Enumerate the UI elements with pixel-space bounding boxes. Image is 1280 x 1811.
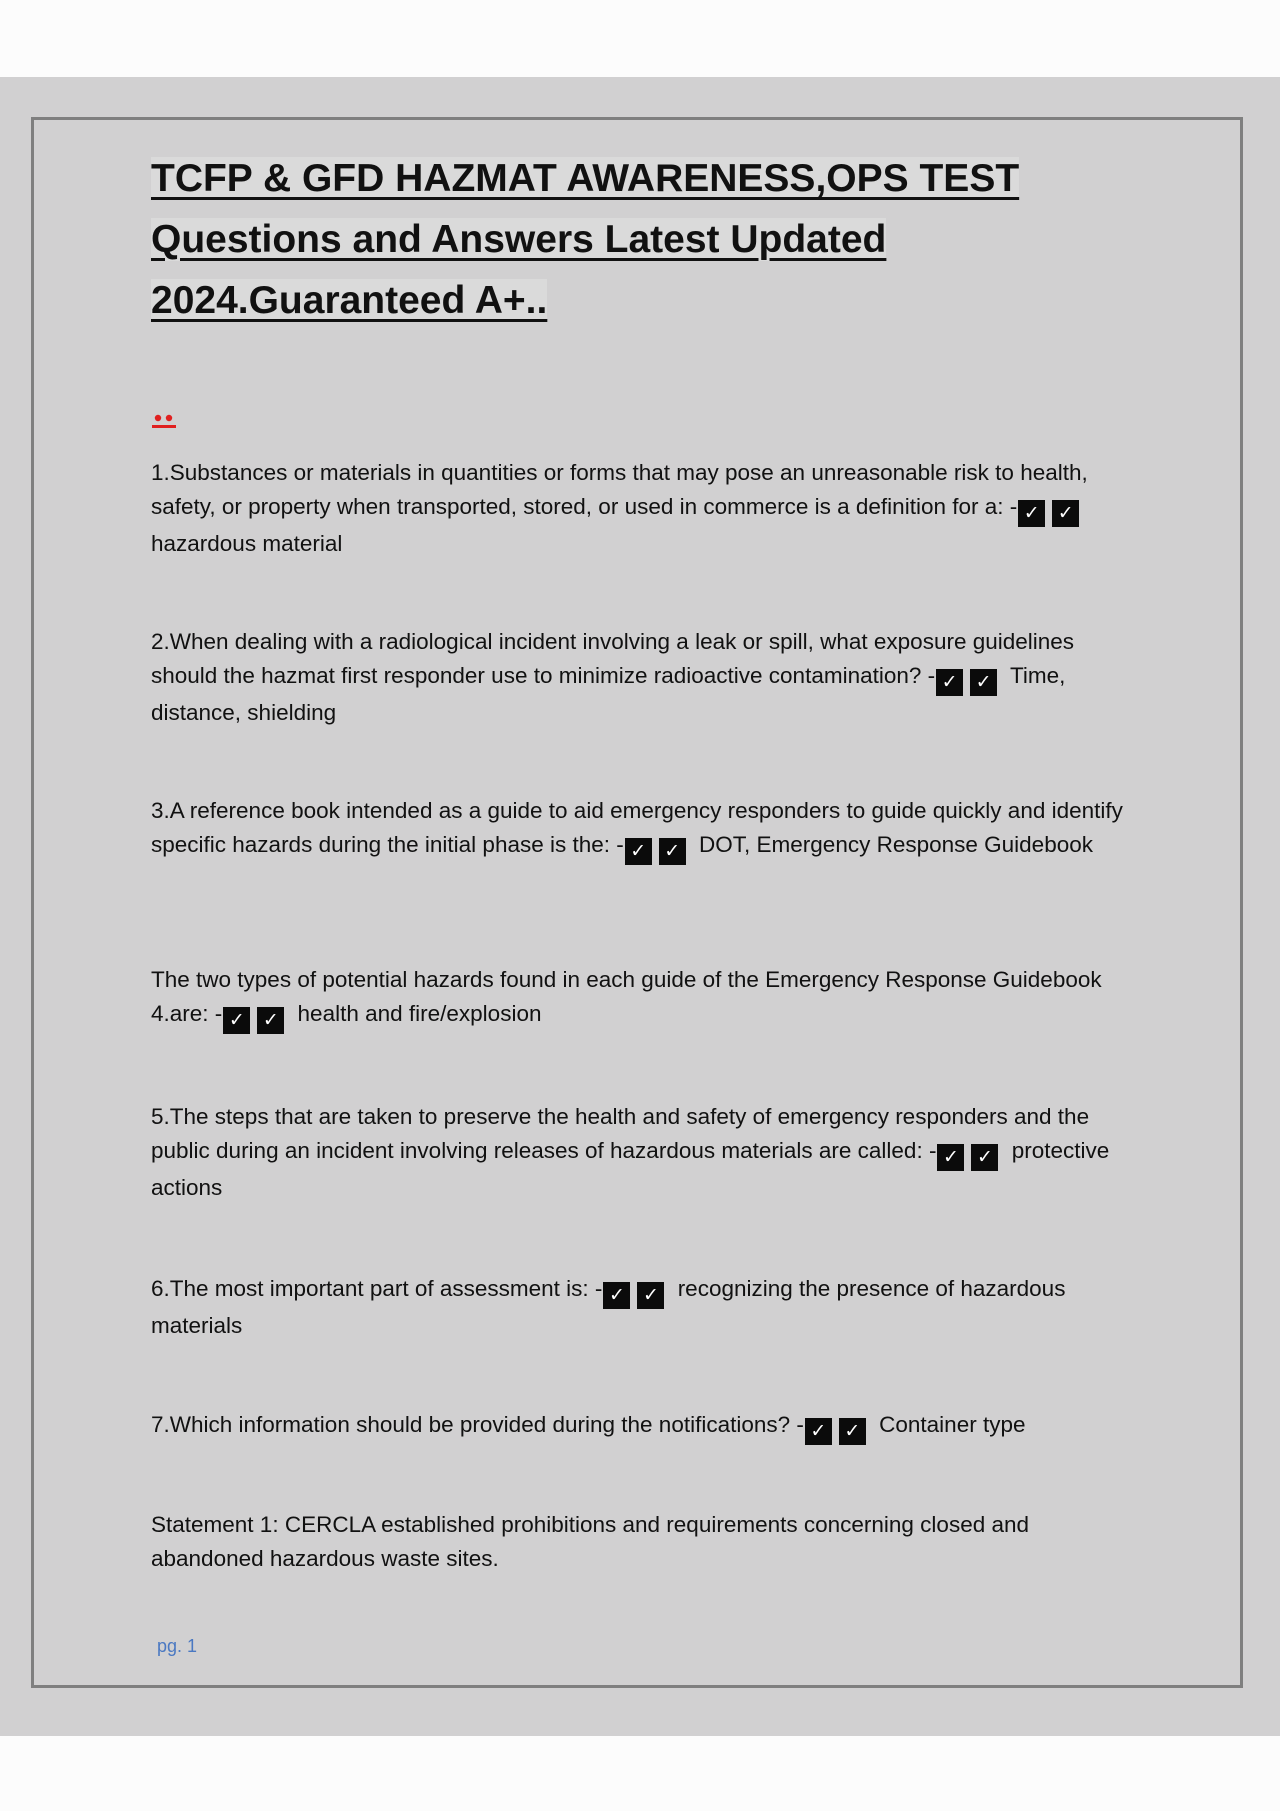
statement-text: Statement 1: CERCLA established prohibitions and requirements concerning closed and abandoned hazardous waste sites. [151,1512,1030,1571]
answer-text: Time, distance, shielding [151,663,1066,725]
page-border [31,117,1243,1688]
check-icon: ✓ [839,1418,866,1445]
check-icon: ✓ [971,1144,998,1171]
question-text: 1.Substances or materials in quantities or forms that may pose an unreasonable risk to health, safety, or property when transported, stored, or used in commerce is a definition for a: - [151,460,1088,519]
qa-item-3 [151,794,1141,865]
question-text: 6.The most important part of assessment is: - [151,1276,603,1301]
qa-item-1 [151,456,1141,561]
check-icon: ✓ [257,1007,284,1034]
answer-text: health and fire/explosion [297,1001,542,1026]
question-text: The two types of potential hazards found in each guide of the Emergency Response Guidebook 4.are: - [151,967,1102,1026]
check-icon: ✓ [603,1282,630,1309]
answer-text: hazardous material [151,531,343,556]
qa-item-2 [151,625,1141,730]
qa-item-4 [151,963,1141,1034]
page-number: pg. 1 [157,1636,198,1656]
qa-item-7 [151,1408,1141,1445]
check-icon: ✓ [805,1418,832,1445]
check-icon: ✓ [223,1007,250,1034]
title-line-2: Questions and Answers Latest Updated [151,218,887,261]
question-text: 5.The steps that are taken to preserve the health and safety of emergency responders and the public during an incident involving releases of hazardous materials are called: - [151,1104,1090,1163]
check-icon: ✓ [970,669,997,696]
check-icon: ✓ [637,1282,664,1309]
check-icon: ✓ [937,1144,964,1171]
check-icon: ✓ [936,669,963,696]
question-text: 7.Which information should be provided during the notifications? - [151,1412,804,1437]
document-title [151,148,1051,331]
check-icon: ✓ [1052,500,1079,527]
title-line-3: 2024.Guaranteed A+.. [151,279,548,322]
check-icon: ✓ [659,838,686,865]
title-line-1: TCFP & GFD HAZMAT AWARENESS,OPS TEST [151,157,1020,200]
qa-item-6 [151,1272,1141,1343]
red-dots-icon [151,405,177,431]
question-text: 3.A reference book intended as a guide to aid emergency responders to guide quickly and identify specific hazards during the initial phase is the: - [151,798,1123,857]
qa-item-5 [151,1100,1141,1205]
check-icon: ✓ [625,838,652,865]
answer-text: Container type [879,1412,1026,1437]
question-text: 2.When dealing with a radiological incident involving a leak or spill, what exposure guidelines should the hazmat first responder use to minimize radioactive contamination? - [151,629,1075,688]
answer-text: DOT, Emergency Response Guidebook [699,832,1093,857]
answer-text: protective actions [151,1138,1110,1200]
check-icon: ✓ [1018,500,1045,527]
answer-text: recognizing the presence of hazardous materials [151,1276,1066,1338]
